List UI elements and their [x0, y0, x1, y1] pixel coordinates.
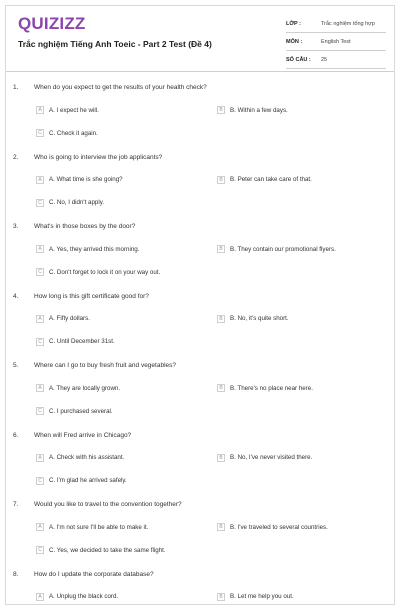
option-text: B. No, I've never visited there.: [230, 454, 313, 461]
option-letter-box: A: [36, 454, 44, 462]
option-text: C. I purchased several.: [49, 407, 113, 415]
option-text: C. I'm glad he arrived safely.: [49, 477, 127, 484]
option-letter-box: A: [36, 315, 44, 323]
option-letter-box: A: [36, 384, 44, 392]
answer-option[interactable]: [36, 245, 139, 253]
answer-option[interactable]: [36, 593, 118, 601]
option-text: C. Don't forget to lock it on your way out.: [49, 268, 161, 276]
meta-row-count: [286, 51, 386, 69]
option-letter-box: C: [36, 129, 44, 137]
option-text: C. No, I didn't apply.: [49, 199, 105, 206]
answer-option[interactable]: [36, 106, 99, 114]
question-text: Would you like to travel to the convention together?: [34, 501, 182, 508]
question-number: 2.: [13, 153, 19, 161]
question-text: What's in those boxes by the door?: [34, 223, 136, 230]
meta-row-class: [286, 15, 386, 33]
question-number: 5.: [13, 362, 19, 369]
option-letter-box: B: [217, 454, 225, 462]
quizizz-logo: QUIZIZZ: [18, 14, 86, 33]
question-text: Where can I go to buy fresh fruit and vegetables?: [34, 362, 177, 369]
option-letter-box: A: [36, 106, 44, 114]
option-text: C. Check it again.: [49, 129, 98, 137]
answer-option[interactable]: [36, 199, 104, 207]
answer-option[interactable]: [217, 523, 328, 531]
option-text: A. Yes, they arrived this morning.: [49, 245, 140, 253]
option-letter-box: B: [217, 315, 225, 323]
option-letter-box: A: [36, 245, 44, 253]
meta-value: Trắc nghiệm tổng hợp: [321, 20, 375, 27]
answer-option[interactable]: [36, 477, 127, 485]
option-letter-box: C: [36, 477, 44, 485]
worksheet-header: [6, 6, 394, 69]
answer-option[interactable]: [217, 384, 313, 392]
question-text: How do I update the corporate database?: [34, 570, 154, 578]
meta-row-subject: [286, 33, 386, 51]
option-letter-box: C: [36, 407, 44, 415]
option-letter-box: B: [217, 593, 225, 601]
option-letter-box: B: [217, 106, 225, 114]
option-text: A. I'm not sure I'll be able to make it.: [49, 523, 149, 531]
option-letter-box: B: [217, 384, 225, 392]
option-text: B. There's no place near here.: [230, 384, 313, 392]
answer-option[interactable]: [217, 593, 294, 601]
option-text: A. Fifty dollars.: [49, 315, 90, 322]
answer-option[interactable]: [217, 315, 289, 323]
question-text: How long is this gift certificate good for?: [34, 292, 149, 300]
answer-option[interactable]: [36, 176, 123, 184]
meta-label: MÔN :: [286, 38, 303, 45]
answer-option[interactable]: [36, 268, 160, 276]
answer-option[interactable]: [36, 546, 166, 554]
option-text: A. They are locally grown.: [49, 384, 121, 392]
meta-value: 25: [321, 56, 328, 63]
meta-table: [286, 15, 386, 69]
answer-option[interactable]: [36, 338, 115, 346]
question-text: When will Fred arrive in Chicago?: [34, 431, 132, 439]
option-text: C. Until December 31st.: [49, 338, 115, 345]
worksheet-page: [5, 5, 395, 605]
option-text: A. I expect he will.: [49, 106, 99, 114]
option-letter-box: B: [217, 523, 225, 531]
question-number: 3.: [13, 223, 19, 230]
question-number: 8.: [13, 570, 19, 578]
option-text: B. Peter can take care of that.: [230, 176, 312, 183]
option-text: B. No, it's quite short.: [230, 315, 289, 322]
option-letter-box: B: [217, 176, 225, 184]
answer-option[interactable]: [217, 245, 336, 253]
answer-option[interactable]: [217, 176, 312, 184]
question-number: 6.: [13, 431, 19, 439]
option-letter-box: C: [36, 338, 44, 346]
option-letter-box: B: [217, 245, 225, 253]
answer-option[interactable]: [217, 454, 312, 462]
option-text: B. Within a few days.: [230, 106, 288, 114]
meta-label: LỚP :: [286, 20, 301, 27]
question-number: 1.: [13, 84, 19, 91]
option-text: A. What time is she going?: [49, 176, 123, 183]
meta-label: SỐ CÂU :: [286, 56, 311, 63]
header-divider: [6, 71, 394, 72]
option-letter-box: C: [36, 199, 44, 207]
option-letter-box: C: [36, 268, 44, 276]
option-text: C. Yes, we decided to take the same flight.: [49, 546, 166, 554]
question-text: Who is going to interview the job applicants?: [34, 153, 163, 161]
answer-option[interactable]: [36, 523, 148, 531]
option-text: A. Check with his assistant.: [49, 454, 125, 461]
page-title: Trắc nghiệm Tiếng Anh Toeic - Part 2 Test (Đề 4): [18, 39, 212, 49]
answer-option[interactable]: [36, 407, 113, 415]
option-text: B. I've traveled to several countries.: [230, 523, 328, 531]
option-letter-box: A: [36, 176, 44, 184]
question-text: When do you expect to get the results of your health check?: [34, 84, 207, 91]
answer-option[interactable]: [36, 454, 124, 462]
answer-option[interactable]: [217, 106, 288, 114]
answer-option[interactable]: [36, 384, 120, 392]
meta-value: English Test: [321, 38, 351, 45]
option-text: A. Unplug the black cord.: [49, 593, 119, 600]
option-letter-box: A: [36, 593, 44, 601]
question-number: 4.: [13, 292, 19, 300]
option-letter-box: C: [36, 546, 44, 554]
answer-option[interactable]: [36, 315, 90, 323]
option-letter-box: A: [36, 523, 44, 531]
answer-option[interactable]: [36, 129, 98, 137]
option-text: B. They contain our promotional flyers.: [230, 245, 336, 253]
question-number: 7.: [13, 501, 19, 508]
option-text: B. Let me help you out.: [230, 593, 294, 600]
